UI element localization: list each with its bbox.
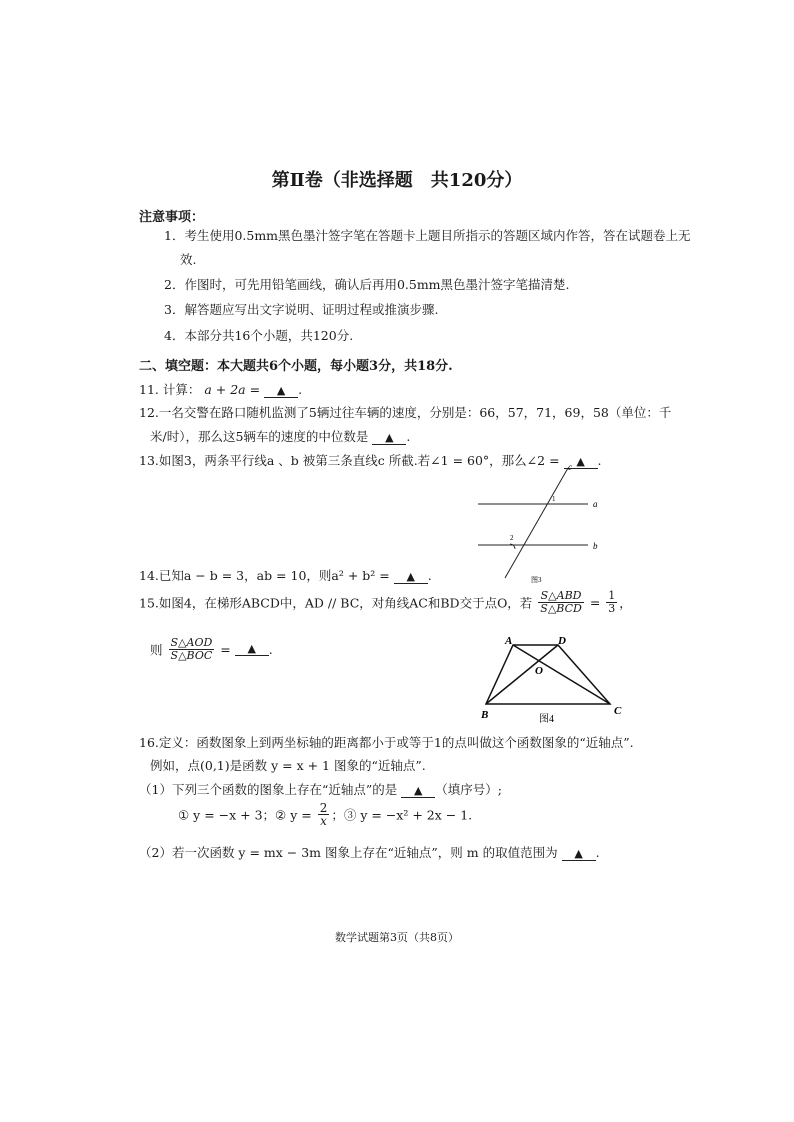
q15-text: 15.如图4，在梯形ABCD中，AD // BC，对角线AC和BD交于点O，若 — [139, 595, 533, 611]
question-14 — [139, 566, 432, 584]
q14-text: 14.已知a − b = 3，ab = 10，则a² + b² = — [139, 568, 390, 583]
note-3: 3．解答题应写出文字说明、证明过程或推演步骤. — [164, 302, 439, 317]
fraction-numerator: 1 — [608, 589, 616, 602]
question-16-functions — [178, 802, 472, 827]
q11-expr: a + 2a = — [204, 382, 261, 397]
question-11 — [139, 380, 302, 398]
fraction-numerator: 2 — [319, 801, 328, 815]
question-15-line-1 — [139, 590, 632, 615]
question-12-line-2 — [150, 427, 410, 445]
equals-sign: = — [589, 595, 601, 610]
question-16-example: 例如，点(0,1)是函数 y = x + 1 图象的“近轴点”. — [150, 758, 426, 773]
question-12-line-1: 12.一名交警在路口随机监测了5辆过往车辆的速度，分别是：66，57，71，69，58（单位：千 — [139, 405, 672, 420]
question-16-part-1 — [139, 780, 502, 798]
answer-blank: ▲ — [372, 432, 406, 445]
fraction-denominator: S△BOC — [170, 649, 213, 662]
label-a: a — [593, 499, 598, 509]
q12-tail: . — [406, 429, 411, 444]
note-1-cont: 效. — [180, 252, 197, 267]
label-B: B — [481, 709, 489, 721]
fraction-denominator: x — [320, 814, 327, 828]
q16-part-1-text: （1）下列三个函数的图象上存在“近轴点”的是 — [139, 782, 398, 797]
page-footer: 数学试题第3页（共8页） — [335, 931, 459, 944]
notes-header: 注意事项： — [139, 210, 205, 225]
figure-3 — [470, 460, 620, 590]
fraction-abd-bcd — [538, 590, 584, 615]
label-C: C — [614, 705, 622, 717]
q16-part-1-tail: （填序号）; — [435, 782, 502, 797]
figure-4 — [474, 628, 634, 728]
line-c — [505, 468, 568, 578]
equals-sign: = — [220, 642, 231, 657]
q11-tail: . — [298, 382, 303, 397]
answer-blank: ▲ — [264, 385, 298, 398]
section-2-header: 二、填空题：本大题共6个小题，每小题3分，共18分. — [139, 359, 453, 374]
diagonal-bd — [486, 645, 558, 704]
function-1-2: ① y = −x + 3；② y = — [178, 807, 312, 823]
answer-blank: ▲ — [401, 785, 435, 798]
fraction-numerator: S△AOD — [170, 636, 213, 649]
page-title: 第Ⅱ卷（非选择题 共120分） — [271, 170, 523, 191]
q15-tail: . — [268, 642, 273, 657]
figure-3-caption: 图3 — [531, 576, 542, 584]
answer-blank: ▲ — [235, 643, 269, 656]
q16-part-2-tail: . — [595, 845, 600, 860]
answer-blank: ▲ — [562, 848, 596, 861]
label-angle-2: 2 — [510, 534, 514, 542]
question-16-definition: 16.定义：函数图象上到两坐标轴的距离都小于或等于1的点叫做这个函数图象的“近轴点”. — [139, 735, 634, 750]
question-15-line-2 — [150, 637, 273, 662]
function-3: ；③ y = −x² + 2x − 1. — [331, 807, 473, 823]
question-16-part-2 — [139, 843, 600, 861]
note-2: 2．作图时，可先用铅笔画线，确认后再用0.5mm黑色墨汁签字笔描清楚. — [164, 277, 570, 292]
fraction-aod-boc — [169, 637, 215, 662]
q13-tail: . — [597, 453, 602, 468]
label-b: b — [593, 541, 598, 551]
q11-label: 11. 计算： — [139, 382, 201, 397]
diagonal-ac — [513, 645, 610, 704]
fraction-denominator: S△BCD — [540, 602, 582, 615]
q15-then: 则 — [150, 642, 163, 658]
label-A: A — [505, 635, 513, 647]
figure-4-caption: 图4 — [539, 714, 554, 725]
q13-text: 13.如图3，两条平行线a 、b 被第三条直线c 所截.若∠1 = 60°，那么∠2 = — [139, 453, 560, 468]
label-O: O — [535, 665, 543, 677]
fraction-numerator: S△ABD — [538, 590, 584, 603]
comma: ， — [619, 595, 632, 611]
q16-part-2-text: （2）若一次函数 y = mx − 3m 图象上存在“近轴点”，则 m 的取值范围为 — [139, 845, 558, 860]
label-D: D — [558, 635, 566, 647]
note-4: 4．本部分共16个小题，共120分. — [164, 328, 354, 343]
answer-blank: ▲ — [564, 456, 598, 469]
note-1: 1．考生使用0.5mm黑色墨汁签字笔在答题卡上题目所指示的答题区域内作答，答在试题卷上无 — [164, 228, 691, 243]
answer-blank: ▲ — [394, 571, 428, 584]
label-c: c — [568, 462, 572, 472]
fraction-one-third — [606, 590, 617, 615]
q12-text: 米/时），那么这5辆车的速度的中位数是 — [150, 429, 369, 444]
q14-tail: . — [427, 568, 432, 583]
fraction-denominator: 3 — [608, 602, 616, 615]
label-angle-1: 1 — [552, 495, 556, 503]
fraction-2-over-x — [318, 802, 330, 827]
